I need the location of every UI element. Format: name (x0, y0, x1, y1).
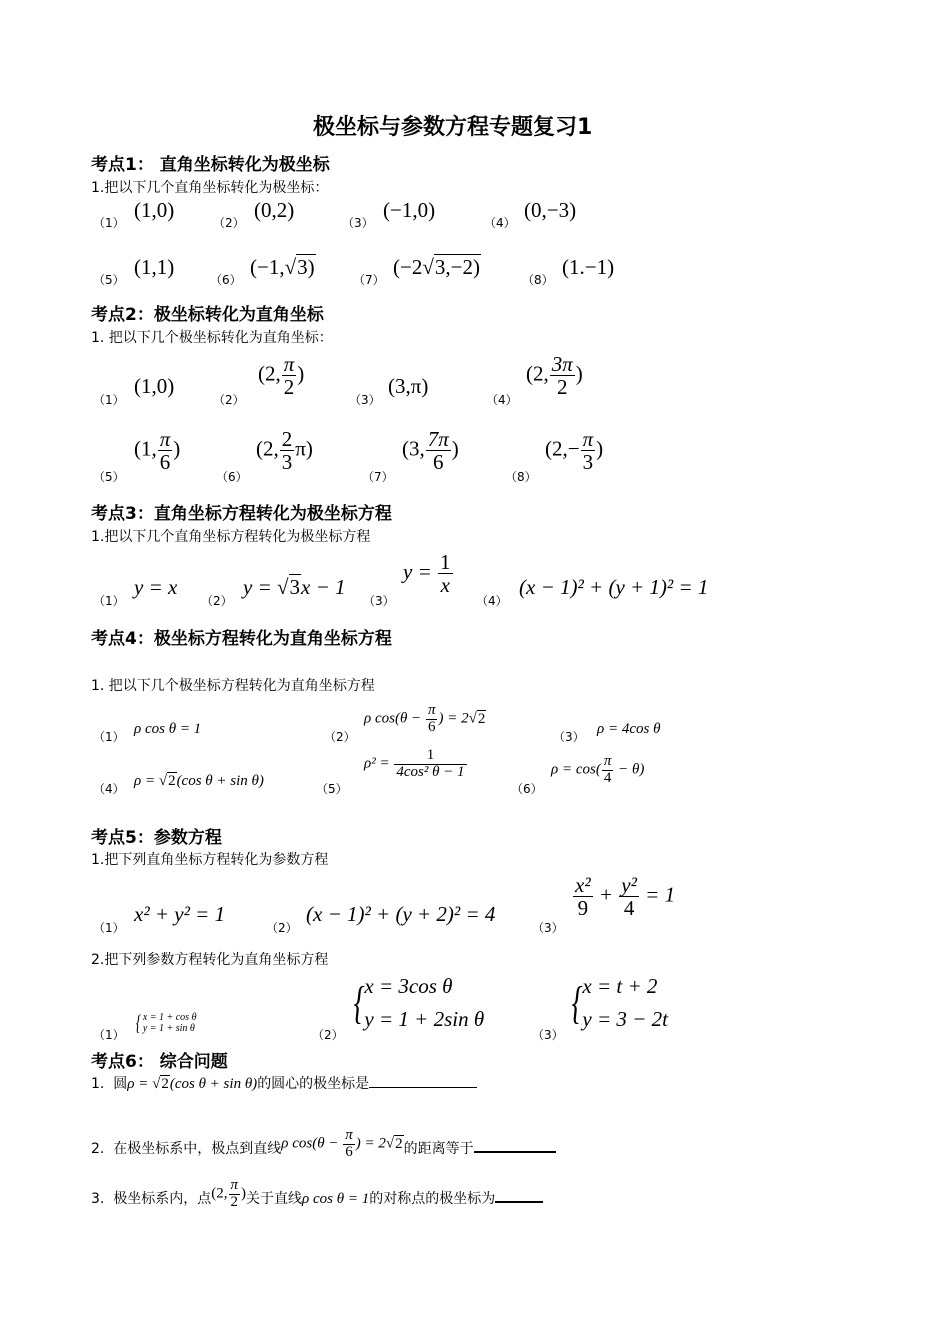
math-point: (1,1) (134, 255, 175, 279)
item-label: （1） (93, 921, 125, 935)
item-label: （4） (486, 393, 518, 407)
question-2: 2. 在极坐标系中，极点到直线ρ cos(θ − $\frac{\pi}{6}$ ) = 2√2的距离等于 (91, 1128, 556, 1161)
item-label: （4） (476, 594, 508, 608)
item-label: （1） (93, 216, 125, 230)
item-label: （1） (93, 393, 125, 407)
math-equation: ρ = √2(cos θ + sin θ) (134, 773, 264, 789)
item-label: （3） (349, 393, 381, 407)
answer-blank[interactable] (369, 1073, 477, 1088)
question-1: 1. 圆ρ = √2(cos θ + sin θ)的圆心的极坐标是 (91, 1073, 477, 1093)
item-label: （7） (353, 273, 385, 287)
section-2-heading: 考点2：极坐标转化为直角坐标 (91, 305, 324, 325)
section-4-heading: 考点4：极坐标方程转化为直角坐标方程 (91, 629, 392, 649)
math-polar-point: (1, $\frac{\pi}{6}$ ) (134, 427, 181, 475)
item-label: （5） (316, 782, 348, 796)
math-equation: ρ = 4cos θ (597, 721, 661, 737)
math-point: (1,0) (134, 198, 175, 222)
item-label: （1） (93, 1028, 125, 1042)
math-point: (0,2) (254, 198, 295, 222)
math-polar-point: (2, $\frac{2}{3}$ π) (256, 427, 313, 475)
math-equation: ρ² = $\frac{1}{\text{4cos² θ − 1}}$ (364, 747, 465, 780)
section-6-heading: 考点6： 综合问题 (91, 1052, 228, 1072)
math-equation: ρ = cos( $\frac{\pi}{4}$ − θ) (551, 753, 645, 786)
item-label: （1） (93, 730, 125, 744)
item-label: （2） (266, 921, 298, 935)
section-4-instruction: 1. 把以下几个极坐标方程转化为直角坐标方程 (91, 678, 375, 694)
math-polar-point: (1,0) (134, 374, 175, 398)
math-polar-point: (2, $\frac{3\pi}{2}$ ) (526, 352, 583, 400)
section-3-heading: 考点3：直角坐标方程转化为极坐标方程 (91, 504, 392, 524)
brace-symbol: { (135, 1010, 142, 1035)
item-label: （2） (324, 730, 356, 744)
item-label: （4） (93, 782, 125, 796)
section-5-instruction-1: 1.把下列直角坐标方程转化为参数方程 (91, 852, 329, 868)
item-label: （5） (93, 470, 125, 484)
item-label: （3） (342, 216, 374, 230)
item-label: （2） (213, 216, 245, 230)
section-5-heading: 考点5：参数方程 (91, 828, 222, 848)
section-2-instruction: 1. 把以下几个极坐标转化为直角坐标： (91, 330, 333, 346)
item-label: （8） (522, 273, 554, 287)
math-polar-point: (3, $\frac{7\pi}{6}$ ) (402, 427, 459, 475)
math-equation: x² + y² = 1 (134, 902, 226, 926)
section-1-heading: 考点1： 直角坐标转化为极坐标 (91, 155, 330, 175)
math-polar-point: (2,− $\frac{\pi}{3}$ ) (545, 427, 604, 475)
math-polar-point: (2, $\frac{\pi}{2}$ ) (211, 1177, 247, 1210)
item-label: （2） (312, 1028, 344, 1042)
item-label: （6） (210, 273, 242, 287)
question-3: 3. 极坐标系内，点(2, $\frac{\pi}{2}$ )关于直线ρ cos θ = 1的对称点的极坐标为 (91, 1178, 543, 1211)
item-label: （2） (201, 594, 233, 608)
math-equation: ρ cos(θ − $\frac{\pi}{6}$ ) = 2√2 (281, 1127, 403, 1160)
math-equation: (x − 1)² + (y + 2)² = 4 (306, 902, 496, 926)
item-label: （6） (216, 470, 248, 484)
math-equation: $\frac{\text{x²}}{9}$ + $\frac{\text{y²}}{4}$ = 1 (575, 873, 676, 921)
math-equation: (x − 1)² + (y + 1)² = 1 (519, 575, 709, 599)
item-label: （3） (532, 1028, 564, 1042)
item-label: （3） (363, 594, 395, 608)
item-label: （2） (213, 393, 245, 407)
math-point: (−2√3,−2) (393, 255, 480, 279)
math-equation: ρ cos θ = 1 (134, 721, 202, 737)
brace-symbol: { (353, 976, 365, 1028)
math-point: (−1,√3) (250, 255, 315, 279)
answer-blank[interactable] (495, 1187, 543, 1203)
section-5-instruction-2: 2.把下列参数方程转化为直角坐标方程 (91, 952, 329, 968)
math-equation: y = $\frac{1}{x}$ (403, 550, 451, 598)
brace-symbol: { (571, 976, 583, 1028)
math-param-system: { x = 1 + cos θ y = 1 + sin θ (135, 1010, 197, 1035)
math-point: (−1,0) (383, 198, 436, 222)
math-param-system: { x = 3cos θ y = 1 + 2sin θ (353, 974, 485, 1031)
section-1-instruction: 1.把以下几个直角坐标转化为极坐标： (91, 180, 329, 196)
math-equation: y = √3x − 1 (243, 575, 346, 599)
item-label: （4） (484, 216, 516, 230)
math-equation: ρ = √2(cos θ + sin θ) (127, 1076, 258, 1092)
math-point: (1.−1) (562, 255, 615, 279)
item-label: （3） (553, 730, 585, 744)
math-equation: ρ cos θ = 1 (302, 1190, 370, 1207)
item-label: （6） (511, 782, 543, 796)
math-point: (0,−3) (524, 198, 577, 222)
answer-blank[interactable] (474, 1137, 556, 1153)
item-label: （1） (93, 594, 125, 608)
section-3-instruction: 1.把以下几个直角坐标方程转化为极坐标方程 (91, 529, 371, 545)
page-title: 极坐标与参数方程专题复习1 (313, 115, 593, 140)
math-equation: ρ cos(θ − $\frac{\pi}{6}$ ) = 2√2 (364, 702, 486, 735)
math-param-system: { x = t + 2 y = 3 − 2t (571, 974, 668, 1031)
math-polar-point: (2, $\frac{\pi}{2}$ ) (258, 352, 305, 400)
math-polar-point: (3,π) (388, 374, 429, 398)
item-label: （8） (505, 470, 537, 484)
item-label: （7） (362, 470, 394, 484)
item-label: （5） (93, 273, 125, 287)
item-label: （3） (532, 921, 564, 935)
math-equation: y = x (134, 575, 178, 599)
